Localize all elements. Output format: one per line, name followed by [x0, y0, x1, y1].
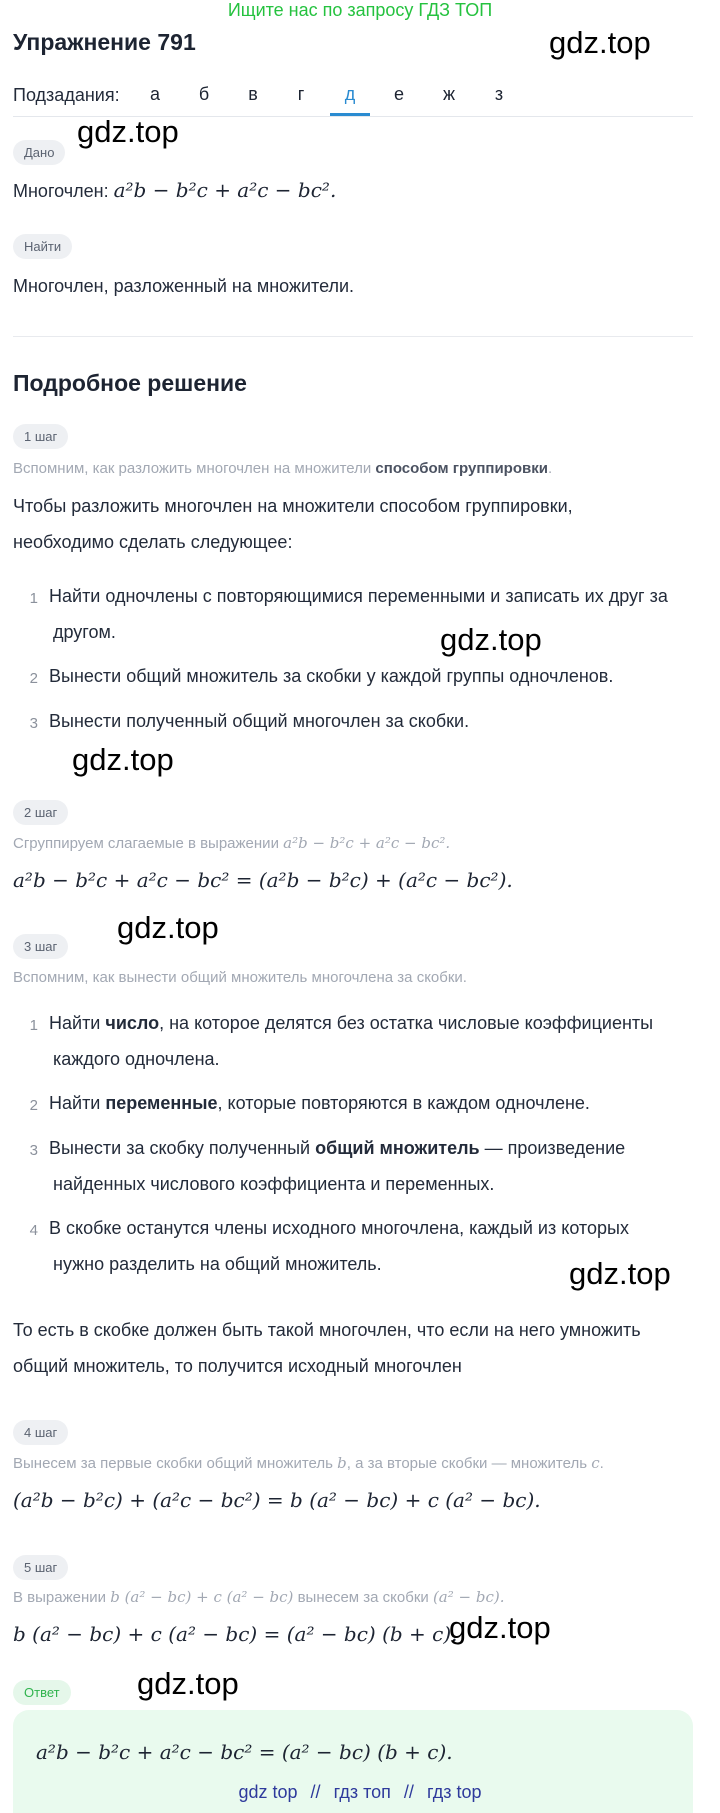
step4-hint-end: .	[599, 1455, 604, 1472]
solution-heading: Подробное решение	[13, 370, 247, 396]
list-item-cont: каждого одночлена.	[53, 1049, 220, 1069]
list-number: 3	[29, 1142, 38, 1159]
list-number: 2	[29, 1097, 38, 1114]
page-title: Упражнение 791	[13, 29, 196, 55]
list-item: Найти одночлены с повторяющимися переменными и записать их друг за	[49, 586, 668, 606]
step3-text-line1: То есть в скобке должен быть такой многочлен, что если на него умножить	[13, 1320, 641, 1340]
list-item	[49, 1005, 689, 1041]
step5-hint-formula: (a² − bc).	[432, 1588, 505, 1606]
list-number: 3	[29, 715, 38, 732]
tab-g[interactable]: г	[297, 84, 305, 104]
item-bold: число	[105, 1013, 160, 1033]
watermark: gdz.top	[117, 910, 219, 945]
item-text: Найти	[49, 1013, 101, 1033]
given-badge: Дано	[13, 140, 65, 165]
tab-z[interactable]: з	[494, 84, 504, 104]
item-text: Вынести за скобку полученный	[49, 1138, 311, 1158]
watermark: gdz.top	[137, 1666, 239, 1701]
tab-a[interactable]: а	[149, 84, 160, 104]
item-bold: общий множитель	[315, 1138, 480, 1158]
item-text: — произведение	[479, 1138, 626, 1158]
tab-v[interactable]: в	[248, 84, 258, 104]
footer-link-gdz-top-ru[interactable]: гдз топ	[333, 1782, 391, 1802]
answer-badge: Ответ	[13, 1680, 71, 1705]
step5-formula: b (a² − bc) + c (a² − bc) = (a² − bc) (b + c).	[13, 1622, 458, 1646]
item-text: , которые повторяются в каждом одночлене.	[217, 1093, 590, 1113]
given-label: Многочлен:	[13, 181, 109, 201]
list-number: 2	[29, 670, 38, 687]
watermark: gdz.top	[72, 742, 174, 777]
step5-hint	[13, 1588, 504, 1606]
step1-text-line1: Чтобы разложить многочлен на множители способом группировки,	[13, 496, 573, 516]
step4-hint-text: Вынесем за первые скобки общий множитель	[13, 1455, 333, 1472]
tab-d-active[interactable]: д	[344, 84, 356, 104]
step2-hint	[13, 834, 450, 852]
footer-link-gdz-top-mixed[interactable]: гдз top	[426, 1782, 482, 1802]
tab-b[interactable]: б	[198, 84, 210, 104]
step1-hint	[13, 460, 552, 477]
list-item	[49, 1085, 689, 1121]
step2-formula: a²b − b²c + a²c − bc² = (a²b − b²c) + (a²c − bc²).	[13, 868, 513, 892]
footer-separator: //	[310, 1782, 321, 1802]
step4-hint-var: c	[591, 1454, 600, 1472]
list-item-cont: нужно разделить на общий множитель.	[53, 1254, 382, 1274]
step5-hint-text: В выражении	[13, 1589, 107, 1606]
step4-hint-text: , а за вторые скобки — множитель	[346, 1455, 588, 1472]
step4-hint-var: b	[337, 1454, 347, 1472]
list-number: 4	[29, 1222, 38, 1239]
list-item: Вынести полученный общий многочлен за скобки.	[49, 711, 470, 731]
step3-text-line2: общий множитель, то получится исходный многочлен	[13, 1356, 462, 1376]
watermark: gdz.top	[440, 622, 542, 657]
footer-separator: //	[403, 1782, 414, 1802]
promo-text: Ищите нас по запросу ГДЗ ТОП	[227, 0, 493, 20]
list-item	[49, 1130, 689, 1166]
given-text	[13, 172, 336, 209]
watermark: gdz.top	[77, 114, 179, 149]
tab-e[interactable]: е	[393, 84, 404, 104]
step4-formula: (a²b − b²c) + (a²c − bc²) = b (a² − bc) + c (a² − bc).	[13, 1488, 541, 1512]
step1-text-line2: необходимо сделать следующее:	[13, 532, 293, 552]
find-badge: Найти	[13, 234, 72, 259]
tab-zh[interactable]: ж	[442, 84, 456, 104]
list-item: Вынести общий множитель за скобки у каждой группы одночленов.	[49, 666, 614, 686]
step2-badge: 2 шаг	[13, 800, 68, 825]
step5-badge: 5 шаг	[13, 1555, 68, 1580]
list-item-cont: другом.	[53, 622, 116, 642]
subtasks-label: Подзадания:	[13, 85, 120, 105]
section-divider	[13, 336, 693, 337]
find-text: Многочлен, разложенный на множители.	[13, 276, 355, 296]
step3-badge: 3 шаг	[13, 934, 68, 959]
item-bold: переменные	[105, 1093, 218, 1113]
given-formula: a²b − b²c + a²c − bc².	[113, 178, 337, 202]
footer-link-gdz-top[interactable]: gdz top	[238, 1782, 298, 1802]
item-text: Найти	[49, 1093, 101, 1113]
watermark: gdz.top	[549, 25, 651, 60]
step2-hint-formula: a²b − b²c + a²c − bc².	[283, 834, 451, 852]
footer-links	[0, 1782, 720, 1803]
step1-hint-end: .	[547, 460, 553, 477]
step4-badge: 4 шаг	[13, 1420, 68, 1445]
step1-badge: 1 шаг	[13, 424, 68, 449]
step5-hint-text: вынесем за скобки	[297, 1589, 429, 1606]
step2-hint-text: Сгруппируем слагаемые в выражении	[13, 835, 279, 852]
step1-hint-text: Вспомним, как разложить многочлен на множители	[13, 460, 372, 477]
list-item-cont: найденных числового коэффициента и переменных.	[53, 1174, 495, 1194]
watermark: gdz.top	[569, 1256, 671, 1291]
step1-hint-bold: способом группировки	[375, 460, 548, 477]
step4-hint	[13, 1454, 604, 1472]
list-item: В скобке останутся члены исходного многочлена, каждый из которых	[49, 1218, 629, 1238]
item-text: , на которое делятся без остатка числовые коэффициенты	[159, 1013, 654, 1033]
list-number: 1	[29, 1017, 38, 1034]
watermark: gdz.top	[449, 1610, 551, 1645]
step3-hint: Вспомним, как вынести общий множитель многочлена за скобки.	[13, 969, 467, 986]
active-tab-indicator	[330, 113, 370, 116]
step5-hint-formula: b (a² − bc) + c (a² − bc)	[110, 1588, 294, 1606]
answer-formula: a²b − b²c + a²c − bc² = (a² − bc) (b + c).	[36, 1740, 453, 1764]
list-number: 1	[29, 590, 38, 607]
